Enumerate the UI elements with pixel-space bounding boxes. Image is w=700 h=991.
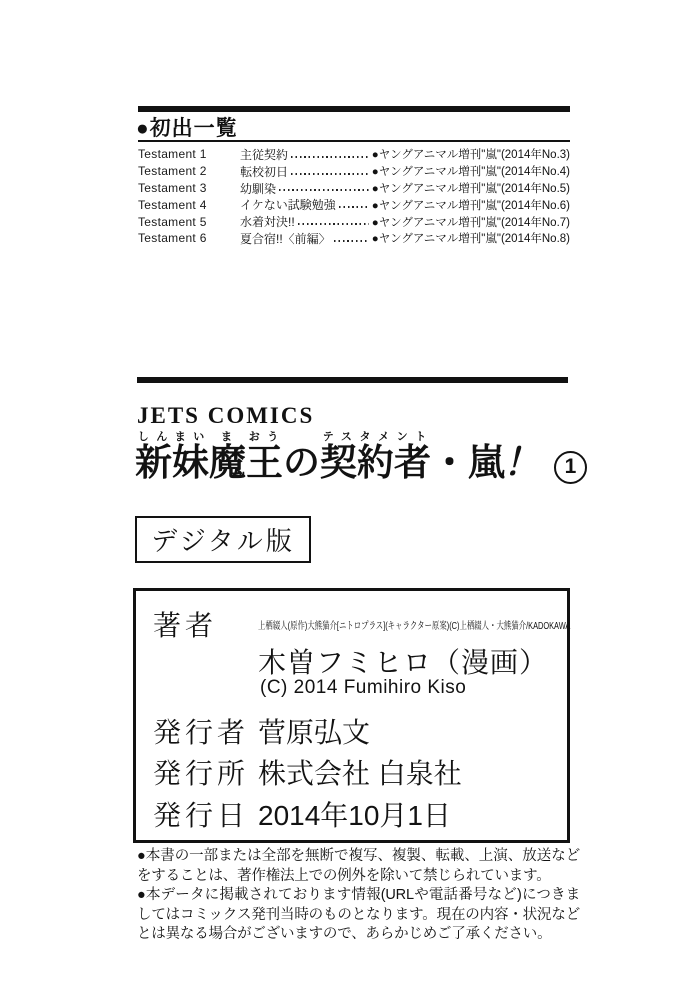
dotted-leader: [334, 240, 369, 242]
toc-chapter-title: 主従契約: [240, 147, 289, 162]
toc-row: [138, 213, 570, 230]
publication-date-value: 2014年10月1日: [258, 800, 452, 831]
toc-chapter-title: 幼馴染: [240, 181, 277, 196]
publishing-house-name: 株式会社 白泉社: [258, 758, 462, 789]
toc-row: [138, 163, 570, 180]
publisher-label: 発行者: [153, 717, 250, 748]
toc-source: ●ヤングアニマル増刊"嵐"(2014年No.6): [371, 199, 570, 212]
imprint-logo: JETS COMICS: [137, 403, 315, 428]
book-title: [135, 431, 587, 486]
publishing-house-label: 発行所: [153, 758, 250, 789]
toc-source: ●ヤングアニマル増刊"嵐"(2014年No.3): [371, 149, 570, 162]
colophon-box: [133, 588, 570, 843]
toc-row: [138, 180, 570, 197]
dotted-leader: [291, 156, 369, 158]
toc-row: [138, 196, 570, 213]
toc-chapter-title: 夏合宿!!〈前編〉: [240, 231, 331, 246]
toc-source: ●ヤングアニマル増刊"嵐"(2014年No.8): [371, 233, 570, 246]
toc-source: ●ヤングアニマル増刊"嵐"(2014年No.5): [371, 182, 570, 195]
publication-date-label: 発行日: [153, 800, 250, 831]
dotted-leader: [339, 206, 369, 208]
legal-notes: [137, 847, 580, 945]
copyright-notice: ●本書の一部または全部を無断で複写、複製、転載、上演、放送などをすることは、著作権法上での例外を除いて禁じられています。: [137, 848, 580, 884]
toc-chapter-number: Testament 2: [138, 164, 207, 179]
toc-source: ●ヤングアニマル増刊"嵐"(2014年No.4): [371, 166, 570, 179]
author-label: 著者: [153, 610, 218, 641]
toc-source: ●ヤングアニマル増刊"嵐"(2014年No.7): [371, 216, 570, 229]
dotted-leader: [279, 189, 369, 191]
toc-chapter-number: Testament 3: [138, 180, 207, 195]
toc-row: [138, 146, 570, 163]
original-work-credit: 上栖綴人(原作)大熊猫介[ニトロプラス](キャラクター原案)(C)上栖綴人・大熊猫介/KADOKAWA: [258, 621, 571, 632]
dotted-leader: [291, 173, 369, 175]
data-disclaimer: ●本データに掲載されております情報(URLや電話番号など)につきましてはコミックス発刊当時のものとなります。現在の内容・状況などとは異なる場合がございますので、あらかじめご了承ください。: [137, 887, 580, 943]
copyright-line: (C) 2014 Fumihiro Kiso: [260, 677, 467, 698]
digital-edition-badge: デジタル版: [135, 516, 311, 563]
toc-row: [138, 230, 570, 247]
first-publication-list: [138, 146, 570, 247]
toc-chapter-number: Testament 4: [138, 197, 207, 212]
toc-header: ●初出一覧: [136, 117, 238, 140]
toc-chapter-title: 水着対決!!: [240, 215, 295, 230]
middle-divider-bar: [137, 377, 568, 383]
publisher-name: 菅原弘文: [258, 717, 371, 748]
toc-chapter-number: Testament 6: [138, 231, 207, 246]
toc-chapter-number: Testament 1: [138, 147, 207, 162]
toc-chapter-number: Testament 5: [138, 214, 207, 229]
book-title-text: 新妹しんまい魔ま王おうの契約者テスタメント・嵐！ 1: [135, 442, 587, 483]
toc-header-underline: [138, 140, 570, 142]
title-exclamation: ！: [501, 442, 549, 483]
volume-number-badge: 1: [554, 451, 587, 484]
dotted-leader: [298, 223, 369, 225]
toc-chapter-title: 転校初日: [240, 164, 289, 179]
toc-chapter-title: イケない試験勉強: [240, 198, 336, 213]
manga-author-name: 木曽フミヒロ（漫画）: [258, 647, 549, 678]
